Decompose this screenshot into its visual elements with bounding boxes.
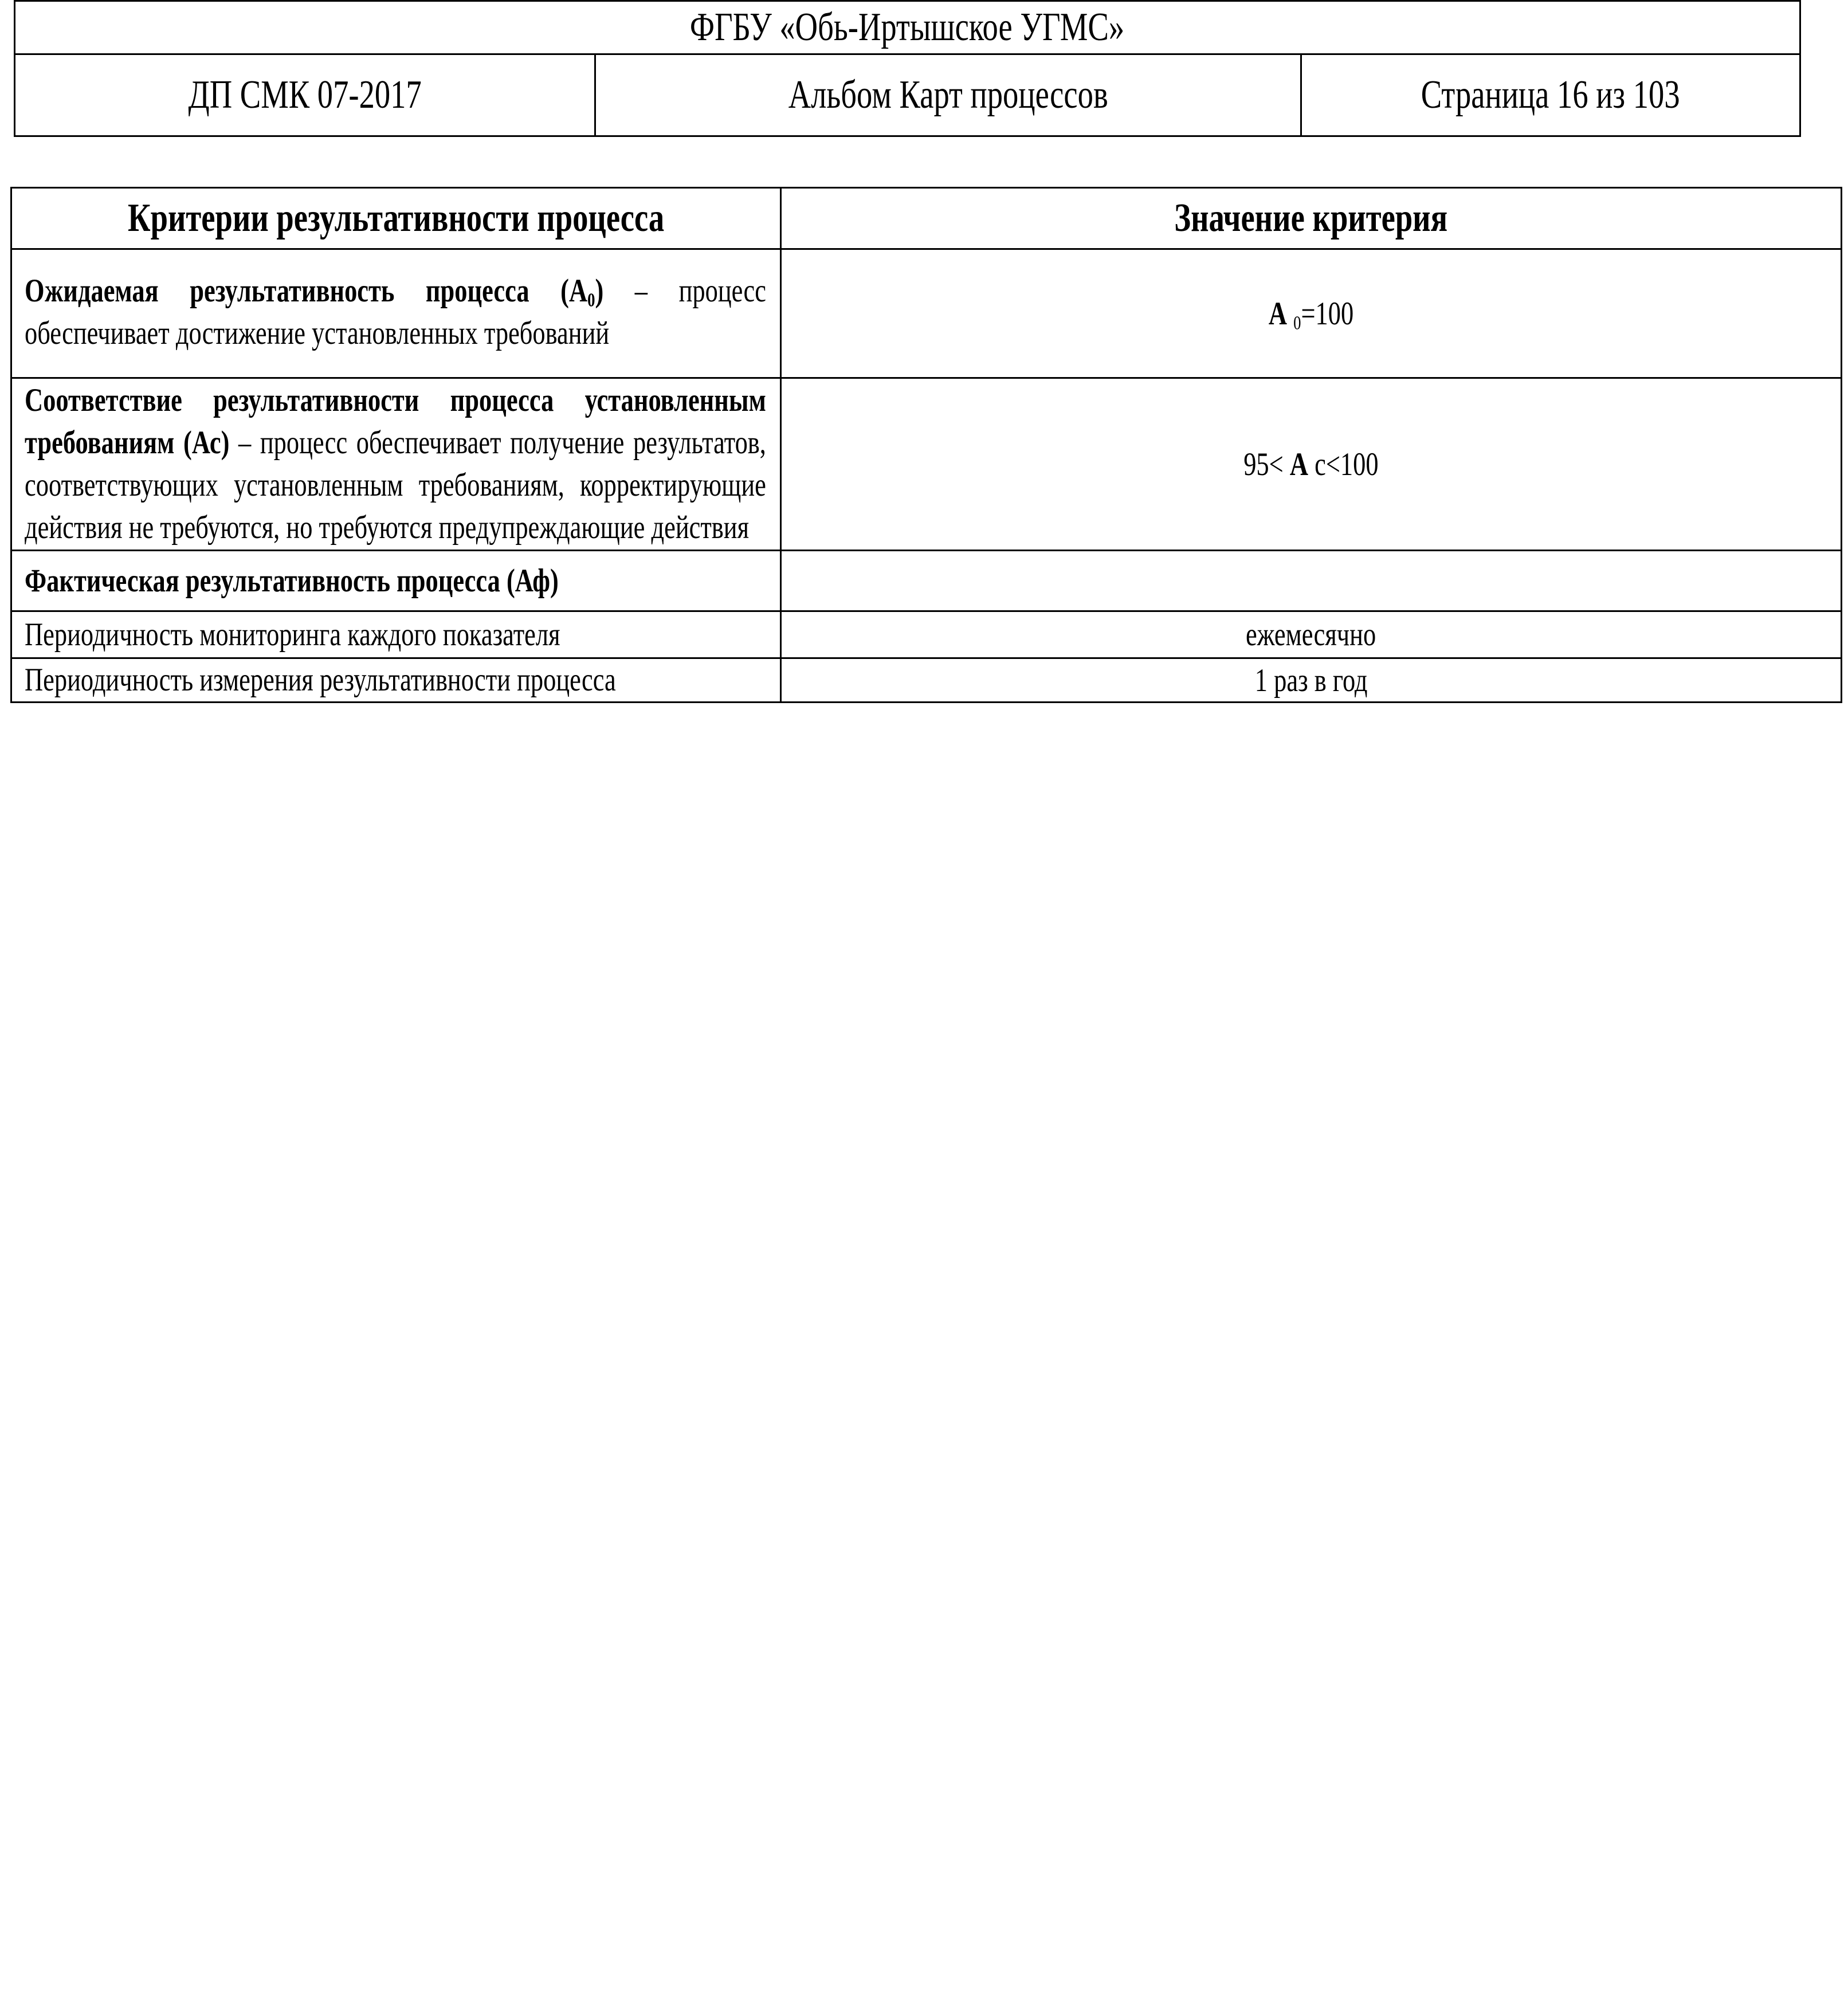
criterion-actual: Фактическая результативность процесса (Аф) <box>11 551 781 611</box>
criterion-expected <box>11 249 781 378</box>
document-header <box>14 0 1801 137</box>
doc-code: ДП СМК 07-2017 <box>188 73 422 117</box>
criterion-expected-term: Ожидаемая результативность процесса $(А_0)$ <box>25 273 604 311</box>
criteria-table <box>10 187 1842 703</box>
col-criteria-header: Критерии результативности процесса <box>11 188 781 249</box>
table-header-row <box>11 188 1842 249</box>
criterion-compliance <box>11 378 781 551</box>
table-row <box>11 658 1842 703</box>
page-info-cell <box>1301 54 1800 136</box>
criterion-expected-text: – процесс обеспечивает достижение установленных требований <box>25 273 766 351</box>
organization-name: ФГБУ «Обь-Иртышское УГМС» <box>690 5 1125 49</box>
criterion-compliance-text: – процесс обеспечивает получение результатов, соответствующих установленным требованиям, корректирующие действия не требуются, но требуются предупреждающие действия <box>25 425 766 546</box>
value-actual <box>781 551 1842 611</box>
doc-title: Альбом Карт процессов <box>788 73 1108 117</box>
value-monitoring-frequency: ежемесячно <box>781 611 1842 658</box>
page-info: Страница 16 из 103 <box>1421 73 1680 117</box>
value-compliance: 95< А с<100 <box>781 378 1842 551</box>
organization-cell <box>15 1 1800 54</box>
criterion-measurement-frequency: Периодичность измерения результативности процесса <box>11 658 781 703</box>
doc-title-cell <box>595 54 1301 136</box>
value-measurement-frequency: 1 раз в год <box>781 658 1842 703</box>
table-row <box>11 249 1842 378</box>
criterion-compliance-term: Соответствие результативности процесса установленным требованиям (Ас) <box>25 382 766 461</box>
doc-code-cell <box>15 54 595 136</box>
table-row <box>11 551 1842 611</box>
table-row <box>11 611 1842 658</box>
value-expected: А $_0$=100 <box>781 249 1842 378</box>
table-row <box>11 378 1842 551</box>
col-value-header: Значение критерия <box>781 188 1842 249</box>
criterion-monitoring-frequency: Периодичность мониторинга каждого показателя <box>11 611 781 658</box>
